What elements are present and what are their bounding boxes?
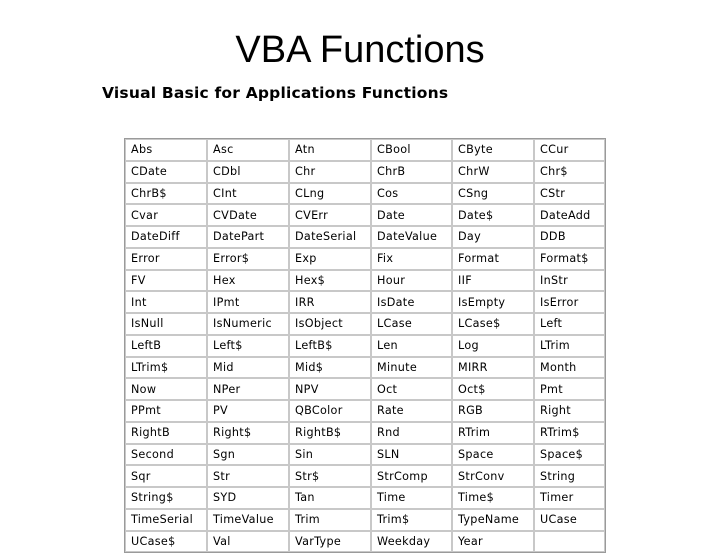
function-cell: RGB — [452, 400, 534, 422]
function-cell: Chr — [289, 161, 371, 183]
function-cell: LeftB — [125, 335, 207, 357]
function-cell: Asc — [207, 139, 289, 161]
function-cell: Log — [452, 335, 534, 357]
function-cell: Fix — [371, 248, 452, 270]
table-row — [125, 465, 605, 487]
function-cell: Space$ — [534, 444, 605, 466]
function-cell: Space — [452, 444, 534, 466]
function-cell: IsNumeric — [207, 313, 289, 335]
function-cell: RTrim$ — [534, 422, 605, 444]
table-row — [125, 204, 605, 226]
slide-title: VBA Functions — [235, 29, 485, 71]
function-cell: Chr$ — [534, 161, 605, 183]
function-cell: Timer — [534, 487, 605, 509]
function-cell: Int — [125, 291, 207, 313]
function-cell: Str — [207, 465, 289, 487]
function-cell: Cvar — [125, 204, 207, 226]
function-cell: Rnd — [371, 422, 452, 444]
function-cell: CDbl — [207, 161, 289, 183]
function-cell: FV — [125, 270, 207, 292]
function-cell: Pmt — [534, 378, 605, 400]
function-cell: Len — [371, 335, 452, 357]
table-row — [125, 270, 605, 292]
function-cell: Abs — [125, 139, 207, 161]
function-cell: Second — [125, 444, 207, 466]
function-cell: IsEmpty — [452, 291, 534, 313]
function-cell: CSng — [452, 183, 534, 205]
function-cell: Left$ — [207, 335, 289, 357]
function-cell: Hex — [207, 270, 289, 292]
function-cell: Date$ — [452, 204, 534, 226]
function-cell: Error — [125, 248, 207, 270]
function-cell: LeftB$ — [289, 335, 371, 357]
function-cell: Sgn — [207, 444, 289, 466]
function-cell: PPmt — [125, 400, 207, 422]
function-cell: TypeName — [452, 509, 534, 531]
table-row — [125, 291, 605, 313]
function-cell: CCur — [534, 139, 605, 161]
function-cell: QBColor — [289, 400, 371, 422]
table-row — [125, 422, 605, 444]
function-cell: DatePart — [207, 226, 289, 248]
function-cell: LTrim$ — [125, 357, 207, 379]
function-cell: CVErr — [289, 204, 371, 226]
function-cell: LTrim — [534, 335, 605, 357]
function-cell: Cos — [371, 183, 452, 205]
table-row — [125, 226, 605, 248]
table-row — [125, 248, 605, 270]
function-cell: SLN — [371, 444, 452, 466]
function-cell: TimeValue — [207, 509, 289, 531]
function-cell: Left — [534, 313, 605, 335]
function-cell: CDate — [125, 161, 207, 183]
function-cell: UCase — [534, 509, 605, 531]
function-cell: DateValue — [371, 226, 452, 248]
function-cell: Time — [371, 487, 452, 509]
table-row — [125, 378, 605, 400]
function-cell: CVDate — [207, 204, 289, 226]
function-cell: Oct$ — [452, 378, 534, 400]
function-cell: ChrB — [371, 161, 452, 183]
function-cell: Format$ — [534, 248, 605, 270]
function-cell: Month — [534, 357, 605, 379]
figure-subtitle: Visual Basic for Applications Functions — [102, 84, 449, 102]
function-cell: RightB — [125, 422, 207, 444]
function-cell: DateAdd — [534, 204, 605, 226]
function-cell: MIRR — [452, 357, 534, 379]
function-cell: DateDiff — [125, 226, 207, 248]
function-cell: CInt — [207, 183, 289, 205]
function-cell: PV — [207, 400, 289, 422]
table-row — [125, 400, 605, 422]
function-cell: Sin — [289, 444, 371, 466]
function-cell: TimeSerial — [125, 509, 207, 531]
table-row — [125, 509, 605, 531]
function-cell: CStr — [534, 183, 605, 205]
function-cell: IsDate — [371, 291, 452, 313]
function-cell: Time$ — [452, 487, 534, 509]
function-cell — [534, 531, 605, 553]
table-row — [125, 487, 605, 509]
table-row — [125, 335, 605, 357]
function-cell: IRR — [289, 291, 371, 313]
function-cell: Error$ — [207, 248, 289, 270]
table-row — [125, 444, 605, 466]
function-cell: Tan — [289, 487, 371, 509]
function-cell: Mid — [207, 357, 289, 379]
function-cell: Now — [125, 378, 207, 400]
function-cell: ChrW — [452, 161, 534, 183]
function-cell: Day — [452, 226, 534, 248]
functions-table — [124, 138, 606, 553]
function-cell: CLng — [289, 183, 371, 205]
function-cell: Weekday — [371, 531, 452, 553]
function-cell: DateSerial — [289, 226, 371, 248]
function-cell: VarType — [289, 531, 371, 553]
function-cell: Right — [534, 400, 605, 422]
function-cell: Format — [452, 248, 534, 270]
table-row — [125, 357, 605, 379]
table-row — [125, 161, 605, 183]
function-cell: LCase — [371, 313, 452, 335]
function-cell: String$ — [125, 487, 207, 509]
function-cell: SYD — [207, 487, 289, 509]
function-cell: Minute — [371, 357, 452, 379]
function-cell: Hour — [371, 270, 452, 292]
function-cell: ChrB$ — [125, 183, 207, 205]
function-cell: StrComp — [371, 465, 452, 487]
function-cell: CBool — [371, 139, 452, 161]
function-cell: IPmt — [207, 291, 289, 313]
function-cell: Hex$ — [289, 270, 371, 292]
function-cell: Val — [207, 531, 289, 553]
table-row — [125, 139, 605, 161]
function-cell: Oct — [371, 378, 452, 400]
function-cell: IIF — [452, 270, 534, 292]
function-cell: LCase$ — [452, 313, 534, 335]
function-cell: StrConv — [452, 465, 534, 487]
function-cell: IsError — [534, 291, 605, 313]
function-cell: Rate — [371, 400, 452, 422]
functions-table-body — [125, 139, 605, 552]
function-cell: IsObject — [289, 313, 371, 335]
function-cell: Sqr — [125, 465, 207, 487]
table-row — [125, 313, 605, 335]
function-cell: Exp — [289, 248, 371, 270]
table-row — [125, 531, 605, 553]
function-cell: Trim$ — [371, 509, 452, 531]
table-row — [125, 183, 605, 205]
function-cell: UCase$ — [125, 531, 207, 553]
function-cell: String — [534, 465, 605, 487]
function-cell: RightB$ — [289, 422, 371, 444]
function-cell: Year — [452, 531, 534, 553]
function-cell: Atn — [289, 139, 371, 161]
function-cell: CByte — [452, 139, 534, 161]
function-cell: NPV — [289, 378, 371, 400]
function-cell: Date — [371, 204, 452, 226]
function-cell: RTrim — [452, 422, 534, 444]
function-cell: DDB — [534, 226, 605, 248]
function-cell: Mid$ — [289, 357, 371, 379]
function-cell: Right$ — [207, 422, 289, 444]
function-cell: Str$ — [289, 465, 371, 487]
function-cell: NPer — [207, 378, 289, 400]
function-cell: IsNull — [125, 313, 207, 335]
function-cell: InStr — [534, 270, 605, 292]
function-cell: Trim — [289, 509, 371, 531]
